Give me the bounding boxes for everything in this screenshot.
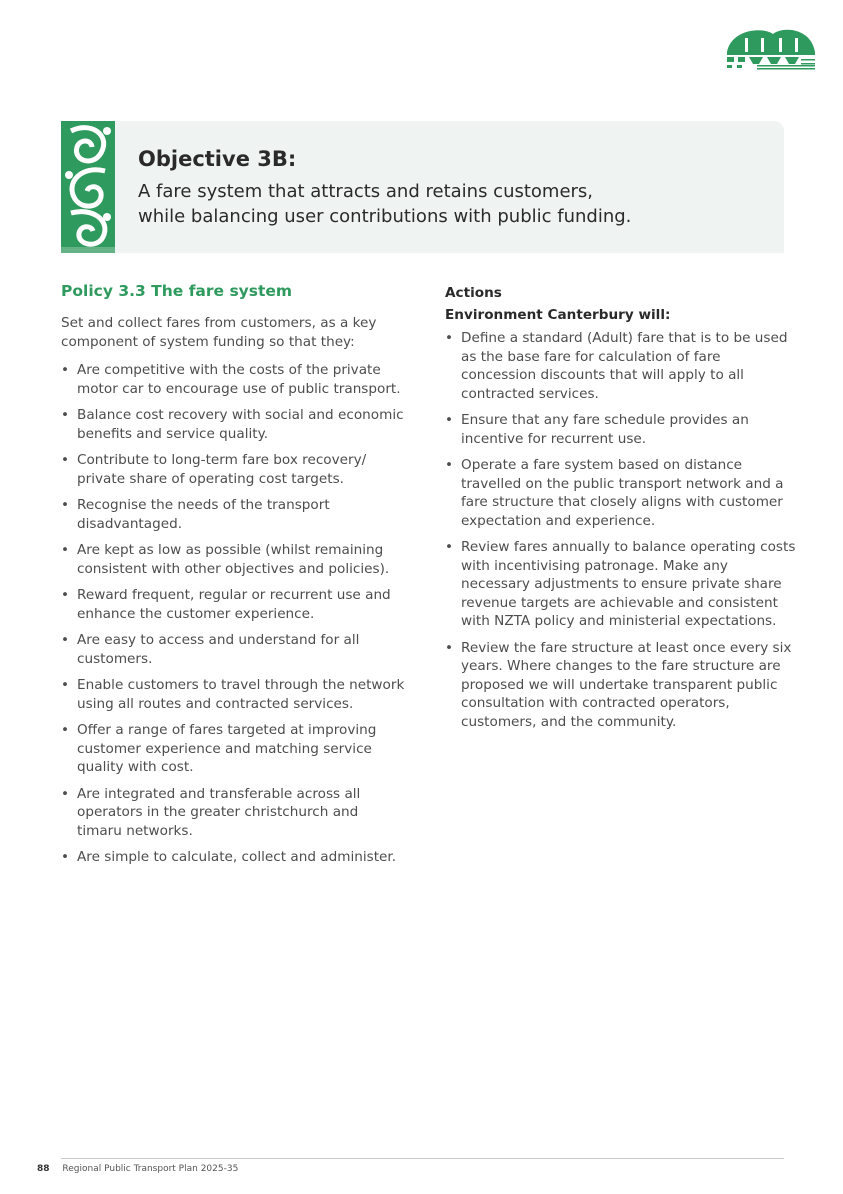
action-bullet: • Ensure that any fare schedule provides an incentive for recurrent use. [445, 411, 797, 448]
policy-intro: Set and collect fares from customers, as a key component of system funding so that they: [61, 315, 377, 350]
actions-column [445, 282, 797, 739]
objective-subtitle-line-2: while balancing user contributions with public funding. [138, 206, 632, 227]
actions-heading: Actions [445, 285, 502, 301]
policy-bullet: • Are simple to calculate, collect and administer. [61, 848, 406, 867]
action-bullet: • Operate a fare system based on distance travelled on the public transport network and a fare structure that closely aligns with customer expectation and experience. [445, 456, 797, 530]
objective-title: Objective 3B: [138, 147, 297, 171]
policy-bullet: • Are kept as low as possible (whilst remaining consistent with other objectives and policies). [61, 541, 406, 578]
document-title: Regional Public Transport Plan 2025-35 [62, 1164, 239, 1174]
policy-bullet: • Contribute to long-term fare box recovery/ private share of operating cost targets. [61, 451, 406, 488]
policy-bullet: • Are integrated and transferable across all operators in the greater christchurch and timaru networks. [61, 785, 406, 841]
policy-bullet: • Enable customers to travel through the network using all routes and contracted services. [61, 676, 406, 713]
page-number: 88 [37, 1164, 50, 1174]
policy-column [61, 282, 406, 875]
policy-bullet: • Reward frequent, regular or recurrent use and enhance the customer experience. [61, 586, 406, 623]
objective-subtitle-line-1: A fare system that attracts and retains customers, [138, 181, 594, 202]
footer-divider [61, 1158, 784, 1159]
actions-bullet-list [445, 329, 797, 731]
action-bullet: • Review the fare structure at least once every six years. Where changes to the fare structure are proposed we will undertake transparent public consultation with contracted operators, customers, and the community. [445, 639, 797, 732]
policy-bullet: • Recognise the needs of the transport disadvantaged. [61, 496, 406, 533]
page-footer [37, 1164, 238, 1174]
policy-title: Policy 3.3 The fare system [61, 282, 293, 300]
policy-bullet-list [61, 361, 406, 867]
transport-logo-icon [721, 24, 819, 70]
policy-bullet: • Offer a range of fares targeted at improving customer experience and matching service quality with cost. [61, 721, 406, 777]
actions-subheading: Environment Canterbury will: [445, 307, 671, 323]
koru-pattern-icon [61, 121, 115, 253]
policy-bullet: • Balance cost recovery with social and economic benefits and service quality. [61, 406, 406, 443]
action-bullet: • Define a standard (Adult) fare that is to be used as the base fare for calculation of fare concession discounts that will apply to all contracted services. [445, 329, 797, 403]
policy-bullet: • Are competitive with the costs of the private motor car to encourage use of public transport. [61, 361, 406, 398]
objective-subtitle [138, 179, 758, 229]
action-bullet: • Review fares annually to balance operating costs with incentivising patronage. Make any necessary adjustments to ensure private share revenue targets are achievable and consistent with NZTA policy and ministerial expectations. [445, 538, 797, 631]
objective-panel [61, 121, 784, 253]
policy-bullet: • Are easy to access and understand for all customers. [61, 631, 406, 668]
